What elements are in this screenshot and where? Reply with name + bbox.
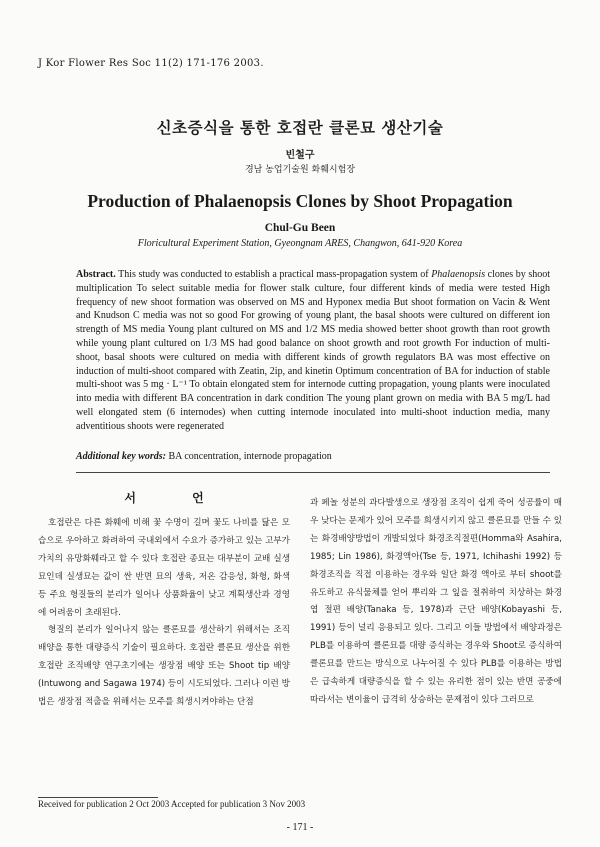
keywords-label: Additional key words: [76,451,167,462]
english-affiliation: Floricultural Experiment Station, Gyeongnam ARES, Changwon, 641-920 Korea [137,238,463,249]
right-column [310,495,562,710]
keywords-line [76,451,550,462]
english-author: Chul-Gu Been [264,222,336,234]
left-column [38,515,290,712]
footnote: Received for publication 2 Oct 2003 Accepted for publication 3 Nov 2003 [38,799,306,809]
page-number: - 171 - [286,822,314,833]
keywords-text: BA concentration, internode propagation [166,451,332,462]
korean-affiliation: 경남 농업기술원 화훼시험장 [244,165,356,175]
abstract-divider [76,472,550,473]
english-title: Production of Phalaenopsis Clones by Shoot Propagation [87,191,513,211]
genus-name: Phalaenopsis [431,269,486,280]
abstract-label: Abstract. [76,269,116,280]
left-paragraph-2: 형질의 분리가 일어나지 않는 클론묘를 생산하기 위해서는 조직배양을 통한 대량증식 기술이 필요하다. 호접란 클론묘 생산을 위한 호접란 조직배양 연구초기에는 생장점 배양 또는 Shoot tip 배양(Intuwong and Sagawa 1974) 등이 시도되었다. 그러나 이런 방법은 생장점 적출을 위해서는 모주를 희생시켜야하는 단점 [38,625,290,708]
journal-citation: J Kor Flower Res Soc 11(2) 171-176 2003. [38,58,264,69]
left-paragraph-1: 호접란은 다른 화훼에 비해 꽃 수명이 길며 꽃도 나비를 닮은 모습으로 우아하고 화려하여 국내외에서 수요가 증가하고 있는 고부가가치의 유망화훼라고 할 수 있다 호접란 종묘는 대부분이 교배 실생묘인데 실생묘는 값이 싼 반면 묘의 생육, 저온 감응성, 화형, 화색 등 주요 형질들의 분리가 일어나 상품화율이 낮고 계획생산과 경영에 어려움이 초래된다. [38,518,290,618]
right-paragraph-1: 과 페놀 성분의 과다발생으로 생장점 조직이 쉽게 죽어 성공률이 매우 낮다는 문제가 있어 모주를 희생시키지 않고 클론묘를 만들 수 있는 화경배양방법이 개발되었다 화경조직절편(Homma와 Asahira, 1985; Lin 1986), 화경액아(Tse 등, 1971, Ichihashi 1992) 등 화경조직을 직접 이용하는 경우와 일단 화경 액아로 부터 shoot를 유도하고 유식물체를 얻어 뿌리와 그 잎을 절취하여 치상하는 화경엽 절편 배양(Tanaka 등, 1978)과 근단 배양(Kobayashi 등, 1991) 등이 널리 응용되고 있다. 그리고 이들 방법에서 배양과정은 PLB를 이용하여 클론묘를 대량 증식하는 경우와 Shoot로 증식하여 클론묘를 만드는 방식으로 나누어질 수 있다 PLB를 이용하는 방법은 급속하게 대량증식을 할 수 있는 유리한 점이 있는 반면 공중에 따라서는 변이율이 급격히 상승하는 문제점이 있다 그러므로 [310,498,562,705]
footnote-divider [38,797,158,798]
korean-author: 빈철구 [285,150,315,161]
section-heading-introduction: 서 언 [124,491,230,505]
korean-title: 신초증식을 통한 호접란 클론묘 생산기술 [156,119,444,137]
abstract-block [76,268,550,434]
abstract-text: This study was conducted to establish a practical mass-propagation system of Phalaenopsis clones by shoot multiplication To select suitable media for flower stalk culture, four different kinds of media were tested High frequency of new shoot formation was observed on MS and Hyponex media But shoot formation on Vacin & Went and Knudson C media was not so good For growing of young plant, the basal shoots were cultured on different ion strength of MS media Young plant cultured on MS and 1/2 MS media showed better shoot growth than root growth while young plant cultured on 1/3 MS had good balance on shoot growth and root growth For induction of multi-shoot, basal shoots were cultured on media with different kinds of growth regulators BA was most effective on induction of multi-shoot compared with Zeatin, 2ip, and kinetin Optimum concentration of BA for induction of stable multi-shoot was 5 mg · L⁻¹ To obtain elongated stem for internode cutting propagation, young plants were inoculated into media with different BA concentration in dark condition The young plant grown on media with BA 5 mg/L had well elongated stem (6 internodes) when cutting internode inoculated into multi-shoot induction media, many adventitious shoots were regenerated [76,269,550,432]
